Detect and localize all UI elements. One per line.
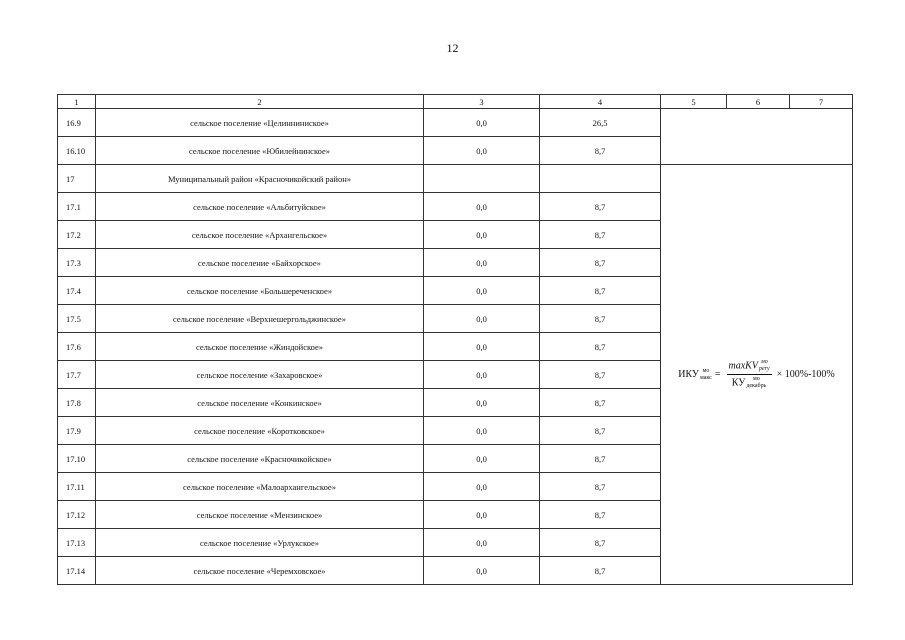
formula-den-sup: мо bbox=[752, 376, 760, 382]
formula-lhs-sup: мо bbox=[702, 367, 710, 374]
value-col3: 0,0 bbox=[424, 305, 540, 333]
settlement-name: сельское поселение «Юбилейнинское» bbox=[96, 137, 424, 165]
header-cell: 7 bbox=[790, 95, 853, 109]
settlement-name: сельское поселение «Альбитуйское» bbox=[96, 193, 424, 221]
header-cell: 1 bbox=[58, 95, 96, 109]
value-col4: 8,7 bbox=[540, 277, 661, 305]
header-cell: 6 bbox=[727, 95, 790, 109]
row-code: 17 bbox=[58, 165, 96, 193]
value-col3: 0,0 bbox=[424, 473, 540, 501]
formula-num-sup: мо bbox=[760, 359, 768, 365]
formula-numerator bbox=[727, 359, 772, 375]
page-number: 12 bbox=[446, 41, 459, 55]
value-col4: 8,7 bbox=[540, 361, 661, 389]
settlement-name: сельское поселение «Черемховское» bbox=[96, 557, 424, 585]
value-col3: 0,0 bbox=[424, 249, 540, 277]
value-col3: 0,0 bbox=[424, 221, 540, 249]
district-name: Муниципальный район «Красночикойский район» bbox=[96, 165, 424, 193]
formula-den-sub: декабрь bbox=[746, 383, 767, 389]
empty-formula-cell bbox=[661, 109, 853, 165]
row-code: 16.9 bbox=[58, 109, 96, 137]
row-code: 17.12 bbox=[58, 501, 96, 529]
value-col4: 26,5 bbox=[540, 109, 661, 137]
value-col3: 0,0 bbox=[424, 529, 540, 557]
value-col3: 0,0 bbox=[424, 445, 540, 473]
row-code: 17.13 bbox=[58, 529, 96, 557]
value-col4: 8,7 bbox=[540, 137, 661, 165]
value-col3: 0,0 bbox=[424, 389, 540, 417]
formula-lhs-sub: макс bbox=[700, 374, 712, 381]
settlement-name: сельское поселение «Урлукское» bbox=[96, 529, 424, 557]
settlement-name: сельское поселение «Верхнешергольджинское» bbox=[96, 305, 424, 333]
row-code: 17.7 bbox=[58, 361, 96, 389]
header-cell: 2 bbox=[96, 95, 424, 109]
settlement-name: сельское поселение «Целинниниское» bbox=[96, 109, 424, 137]
value-col3: 0,0 bbox=[424, 109, 540, 137]
table-header-row bbox=[58, 95, 853, 109]
header-cell: 3 bbox=[424, 95, 540, 109]
row-code: 17.3 bbox=[58, 249, 96, 277]
header-cell: 4 bbox=[540, 95, 661, 109]
row-code: 17.14 bbox=[58, 557, 96, 585]
row-code: 17.4 bbox=[58, 277, 96, 305]
value-col3: 0,0 bbox=[424, 501, 540, 529]
row-code: 17.6 bbox=[58, 333, 96, 361]
value-col3: 0,0 bbox=[424, 557, 540, 585]
settlement-name: сельское поселение «Большереченское» bbox=[96, 277, 424, 305]
formula-num-sub: pery bbox=[758, 366, 770, 372]
settlement-name: сельское поселение «Байхорское» bbox=[96, 249, 424, 277]
row-code: 17.8 bbox=[58, 389, 96, 417]
settlement-name: сельское поселение «Мензинское» bbox=[96, 501, 424, 529]
row-code: 17.10 bbox=[58, 445, 96, 473]
value-col3: 0,0 bbox=[424, 137, 540, 165]
settlement-name: сельское поселение «Жиндойское» bbox=[96, 333, 424, 361]
value-col3: 0,0 bbox=[424, 361, 540, 389]
value-col4: 8,7 bbox=[540, 557, 661, 585]
settlement-name: сельское поселение «Красночикойское» bbox=[96, 445, 424, 473]
value-col4: 8,7 bbox=[540, 529, 661, 557]
settlement-name: сельское поселение «Коротковское» bbox=[96, 417, 424, 445]
value-col4: 8,7 bbox=[540, 333, 661, 361]
value-col4: 8,7 bbox=[540, 473, 661, 501]
value-col3: 0,0 bbox=[424, 277, 540, 305]
row-code: 17.5 bbox=[58, 305, 96, 333]
formula-cell bbox=[661, 165, 853, 585]
methodology-formula bbox=[678, 359, 835, 390]
value-col4 bbox=[540, 165, 661, 193]
table-row bbox=[58, 109, 853, 137]
value-col4: 8,7 bbox=[540, 249, 661, 277]
row-code: 16.10 bbox=[58, 137, 96, 165]
value-col4: 8,7 bbox=[540, 501, 661, 529]
row-code: 17.11 bbox=[58, 473, 96, 501]
value-col4: 8,7 bbox=[540, 445, 661, 473]
row-code: 17.9 bbox=[58, 417, 96, 445]
value-col4: 8,7 bbox=[540, 193, 661, 221]
settlement-name: сельское поселение «Малоархангельское» bbox=[96, 473, 424, 501]
value-col4: 8,7 bbox=[540, 221, 661, 249]
settlement-name: сельское поселение «Архангельское» bbox=[96, 221, 424, 249]
value-col4: 8,7 bbox=[540, 417, 661, 445]
settlement-name: сельское поселение «Захаровское» bbox=[96, 361, 424, 389]
value-col3: 0,0 bbox=[424, 193, 540, 221]
value-col4: 8,7 bbox=[540, 389, 661, 417]
formula-denominator-text: КУ bbox=[731, 377, 746, 389]
tariff-index-table bbox=[57, 94, 853, 585]
formula-denominator bbox=[732, 375, 767, 390]
formula-equals: = bbox=[714, 369, 721, 380]
value-col3: 0,0 bbox=[424, 333, 540, 361]
value-col4: 8,7 bbox=[540, 305, 661, 333]
header-cell: 5 bbox=[661, 95, 727, 109]
row-code: 17.1 bbox=[58, 193, 96, 221]
formula-tail: × 100%-100% bbox=[776, 369, 835, 380]
value-col3 bbox=[424, 165, 540, 193]
formula-lhs: ИКУ bbox=[678, 369, 699, 380]
value-col3: 0,0 bbox=[424, 417, 540, 445]
formula-fraction bbox=[727, 359, 772, 390]
formula-numerator-text: maxKV bbox=[728, 360, 758, 372]
row-code: 17.2 bbox=[58, 221, 96, 249]
table-row bbox=[58, 165, 853, 193]
settlement-name: сельское поселение «Конкинское» bbox=[96, 389, 424, 417]
